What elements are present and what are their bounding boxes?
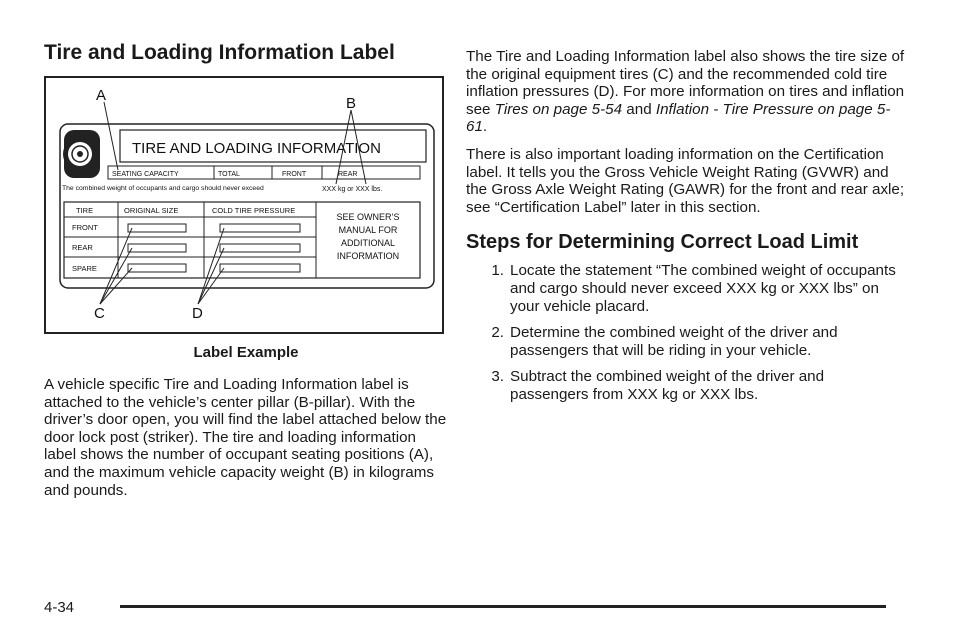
label-col-original-size: ORIGINAL SIZE <box>124 206 179 215</box>
step-item <box>466 368 906 403</box>
inflation-page-link[interactable]: Inflation - Tire Pressure on page 5-61 <box>466 100 891 136</box>
right-column <box>466 48 906 413</box>
step-text: Locate the statement “The combined weight of occupants and cargo should never exceed XXX kg or XXX lbs” on your vehicle placard. <box>510 262 896 315</box>
label-heading: TIRE AND LOADING INFORMATION <box>132 140 381 157</box>
page-number: 4-34 <box>44 599 75 616</box>
callout-a: A <box>96 87 107 104</box>
p1-text-end: . <box>482 118 488 136</box>
step-item <box>466 324 906 359</box>
callout-lines <box>100 102 366 304</box>
steps-list <box>466 262 906 403</box>
label-combined-weight: The combined weight of occupants and cargo should never exceed <box>62 185 264 192</box>
label-rear: REAR <box>338 171 358 178</box>
p1-text-mid: and <box>622 100 656 118</box>
step-number: 2. <box>491 324 504 342</box>
tire-icon <box>63 130 100 178</box>
p1-text-a: The Tire and Loading Information label also shows the tire size of the original equipment tires (C) and the recommended cold tire inflation pressures (D). For more information on tires and inflation see <box>466 48 905 118</box>
certification-paragraph: There is also important loading information on the Certification label. It tells you the Gross Vehicle Weight Rating (GVWR) and the Gross Axle Weight Rating (GAWR) for the front and rear axle; see “Certification Label” later in this section. <box>466 145 905 216</box>
callout-d: D <box>192 305 203 322</box>
callout-b: B <box>346 95 357 112</box>
label-owners-line-1: SEE OWNER’S <box>336 212 400 222</box>
tires-page-link[interactable]: Tires on page 5-54 <box>494 100 623 118</box>
section-title: Tire and Loading Information Label <box>44 41 395 64</box>
label-seating-capacity: SEATING CAPACITY <box>112 171 179 178</box>
step-number: 3. <box>491 368 504 386</box>
step-text: Subtract the combined weight of the driver and passengers from XXX kg or XXX lbs. <box>510 368 825 403</box>
figure-caption: Label Example <box>193 344 299 361</box>
label-example-figure <box>44 76 444 334</box>
step-number: 1. <box>491 262 504 280</box>
label-owners-line-4: INFORMATION <box>336 251 400 261</box>
label-col-tire: TIRE <box>76 206 94 215</box>
footer-rule <box>120 605 886 608</box>
label-row-rear: REAR <box>72 243 93 252</box>
left-column <box>44 40 448 66</box>
label-weight-value: XXX kg or XXX lbs. <box>322 186 383 193</box>
label-description-paragraph: A vehicle specific Tire and Loading Information label is attached to the vehicle’s center pillar (B-pillar). With the driver’s door open, you will find the label attached below the door lock post (striker). The tire and loading information label shows the number of occupant seating positions (A), and the maximum vehicle capacity weight (B) in kilograms and pounds. <box>44 376 447 499</box>
step-item <box>466 262 906 315</box>
step-text: Determine the combined weight of the driver and passengers that will be riding in your vehicle. <box>510 324 838 359</box>
callout-c: C <box>94 305 105 322</box>
left-body <box>44 376 448 499</box>
label-illustration <box>46 78 442 332</box>
label-total: TOTAL <box>218 171 240 178</box>
label-row-front: FRONT <box>72 223 98 232</box>
label-col-cold-pressure: COLD TIRE PRESSURE <box>212 206 296 215</box>
label-front: FRONT <box>282 171 307 178</box>
label-owners-line-2: MANUAL FOR <box>338 225 398 235</box>
label-owners-line-3: ADDITIONAL <box>340 238 396 248</box>
subsection-title: Steps for Determining Correct Load Limit <box>466 231 859 254</box>
label-also-shows-paragraph <box>466 48 906 136</box>
label-row-spare: SPARE <box>72 264 97 273</box>
